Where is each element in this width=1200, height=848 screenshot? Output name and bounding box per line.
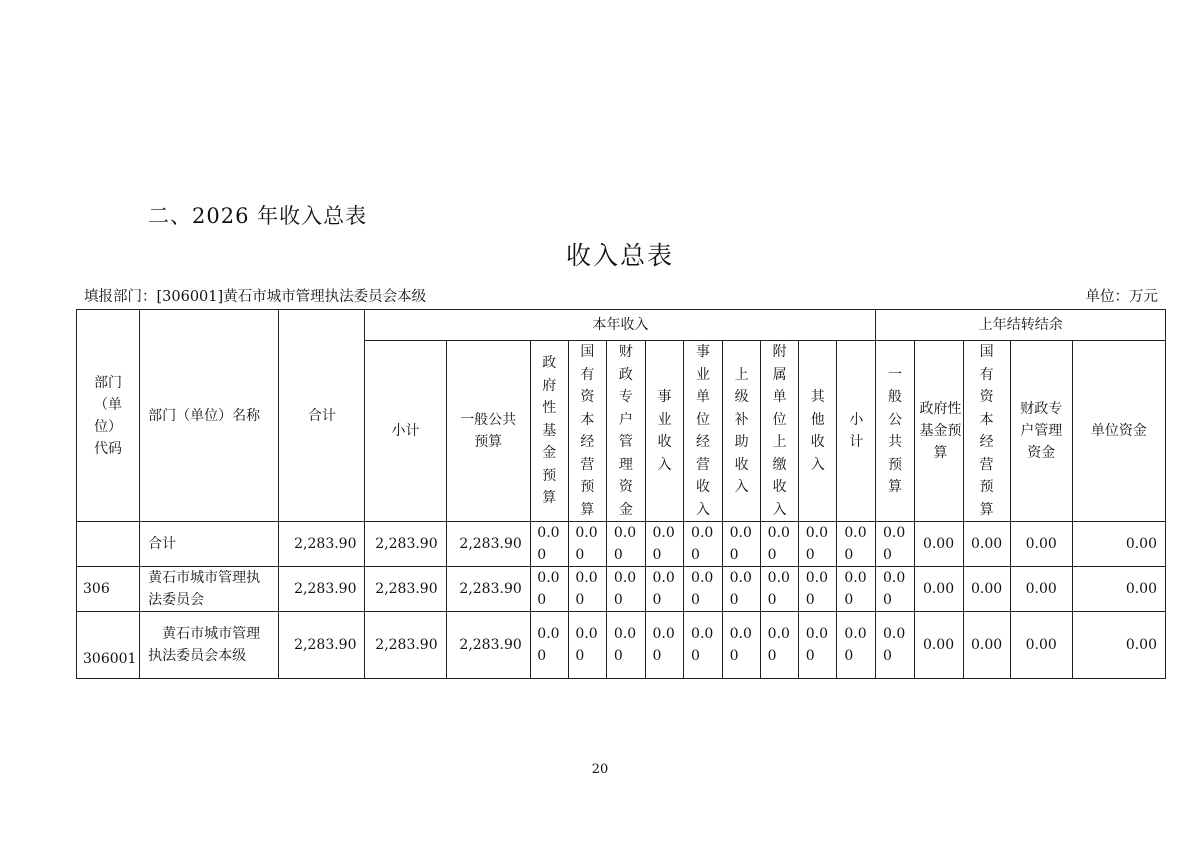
cell-py-subtotal: 0.00 [837, 567, 876, 612]
header-ty-superior-subsidy: 上级补助收入 [723, 341, 761, 522]
cell-py-subtotal: 0.00 [837, 612, 876, 679]
filing-department: 填报部门：[306001]黄石市城市管理执法委员会本级 [84, 289, 427, 305]
cell-ty-affiliated-remit: 0.00 [761, 522, 799, 567]
cell-ty-subtotal: 2,283.90 [365, 522, 446, 567]
header-ty-gov-fund: 政府性基金预算 [530, 341, 568, 522]
cell-ty-gov-fund: 0.00 [530, 612, 568, 679]
cell-ty-unit-operation: 0.00 [684, 567, 723, 612]
cell-ty-general-budget: 2,283.90 [446, 522, 530, 567]
cell-py-state-capital: 0.00 [963, 522, 1010, 567]
cell-ty-fiscal-special: 0.00 [606, 612, 645, 679]
cell-py-gov-fund: 0.00 [914, 567, 963, 612]
unit-label: 单位：万元 [1085, 289, 1158, 305]
cell-py-unit-funds: 0.00 [1072, 612, 1165, 679]
cell-ty-business-income: 0.00 [645, 612, 683, 679]
cell-py-fiscal-special: 0.00 [1010, 567, 1072, 612]
cell-ty-state-capital: 0.00 [568, 567, 606, 612]
income-summary-table [76, 309, 1166, 679]
cell-total: 2,283.90 [279, 567, 365, 612]
cell-py-subtotal: 0.00 [837, 522, 876, 567]
header-ty-subtotal: 小计 [365, 341, 446, 522]
cell-py-general-budget: 0.00 [876, 567, 914, 612]
header-total: 合计 [279, 310, 365, 522]
header-py-unit-funds: 单位资金 [1072, 341, 1165, 522]
header-ty-fiscal-special: 财政专户管理资金 [606, 341, 645, 522]
header-dept-name: 部门（单位）名称 [140, 310, 279, 522]
cell-py-unit-funds: 0.00 [1072, 567, 1165, 612]
cell-ty-fiscal-special: 0.00 [606, 522, 645, 567]
cell-ty-fiscal-special: 0.00 [606, 567, 645, 612]
cell-ty-superior-subsidy: 0.00 [723, 612, 761, 679]
header-ty-state-capital: 国有资本经营预算 [568, 341, 606, 522]
cell-code [77, 522, 140, 567]
cell-ty-general-budget: 2,283.90 [446, 567, 530, 612]
header-ty-other-income: 其他收入 [799, 341, 837, 522]
cell-name: 黄石市城市管理执法委员会 [140, 567, 279, 612]
header-ty-business-income: 事业收入 [645, 341, 683, 522]
cell-ty-subtotal: 2,283.90 [365, 567, 446, 612]
cell-code: 306 [77, 567, 140, 612]
cell-ty-superior-subsidy: 0.00 [723, 522, 761, 567]
header-py-subtotal: 小计 [837, 341, 876, 522]
cell-ty-affiliated-remit: 0.00 [761, 567, 799, 612]
cell-ty-other-income: 0.00 [799, 567, 837, 612]
cell-ty-business-income: 0.00 [645, 567, 683, 612]
cell-total: 2,283.90 [279, 612, 365, 679]
cell-name: 合计 [140, 522, 279, 567]
header-ty-affiliated-remit: 附属单位上缴收入 [761, 341, 799, 522]
header-py-fiscal-special: 财政专户管理资金 [1010, 341, 1072, 522]
header-this-year-income: 本年收入 [365, 310, 876, 341]
header-py-gov-fund: 政府性基金预算 [914, 341, 963, 522]
table-title: 收入总表 [565, 241, 674, 270]
header-dept-code: 部门（单位）代码 [77, 310, 140, 522]
cell-ty-superior-subsidy: 0.00 [723, 567, 761, 612]
section-heading: 二、2026 年收入总表 [148, 204, 368, 228]
header-ty-unit-operation: 事业单位经营收入 [684, 341, 723, 522]
cell-py-gov-fund: 0.00 [914, 612, 963, 679]
cell-ty-unit-operation: 0.00 [684, 522, 723, 567]
table-row [77, 567, 1166, 612]
cell-ty-subtotal: 2,283.90 [365, 612, 446, 679]
cell-total: 2,283.90 [279, 522, 365, 567]
cell-name: 黄石市城市管理执法委员会本级 [140, 612, 279, 679]
header-ty-general-budget: 一般公共预算 [446, 341, 530, 522]
cell-ty-affiliated-remit: 0.00 [761, 612, 799, 679]
cell-ty-state-capital: 0.00 [568, 612, 606, 679]
cell-ty-gov-fund: 0.00 [530, 567, 568, 612]
cell-py-general-budget: 0.00 [876, 612, 914, 679]
cell-ty-general-budget: 2,283.90 [446, 612, 530, 679]
cell-ty-other-income: 0.00 [799, 522, 837, 567]
cell-py-state-capital: 0.00 [963, 612, 1010, 679]
cell-py-gov-fund: 0.00 [914, 522, 963, 567]
header-prior-carryover: 上年结转结余 [876, 310, 1166, 341]
cell-ty-other-income: 0.00 [799, 612, 837, 679]
cell-py-fiscal-special: 0.00 [1010, 612, 1072, 679]
cell-py-unit-funds: 0.00 [1072, 522, 1165, 567]
cell-ty-gov-fund: 0.00 [530, 522, 568, 567]
table-row [77, 612, 1166, 679]
header-py-general-budget: 一般公共预算 [876, 341, 914, 522]
cell-py-state-capital: 0.00 [963, 567, 1010, 612]
table-row [77, 522, 1166, 567]
cell-ty-unit-operation: 0.00 [684, 612, 723, 679]
cell-py-fiscal-special: 0.00 [1010, 522, 1072, 567]
cell-py-general-budget: 0.00 [876, 522, 914, 567]
cell-ty-state-capital: 0.00 [568, 522, 606, 567]
page-number: 20 [591, 762, 609, 777]
cell-code: 306001 [77, 612, 140, 679]
cell-ty-business-income: 0.00 [645, 522, 683, 567]
filing-info-line [84, 285, 1158, 306]
header-py-state-capital: 国有资本经营预算 [963, 341, 1010, 522]
